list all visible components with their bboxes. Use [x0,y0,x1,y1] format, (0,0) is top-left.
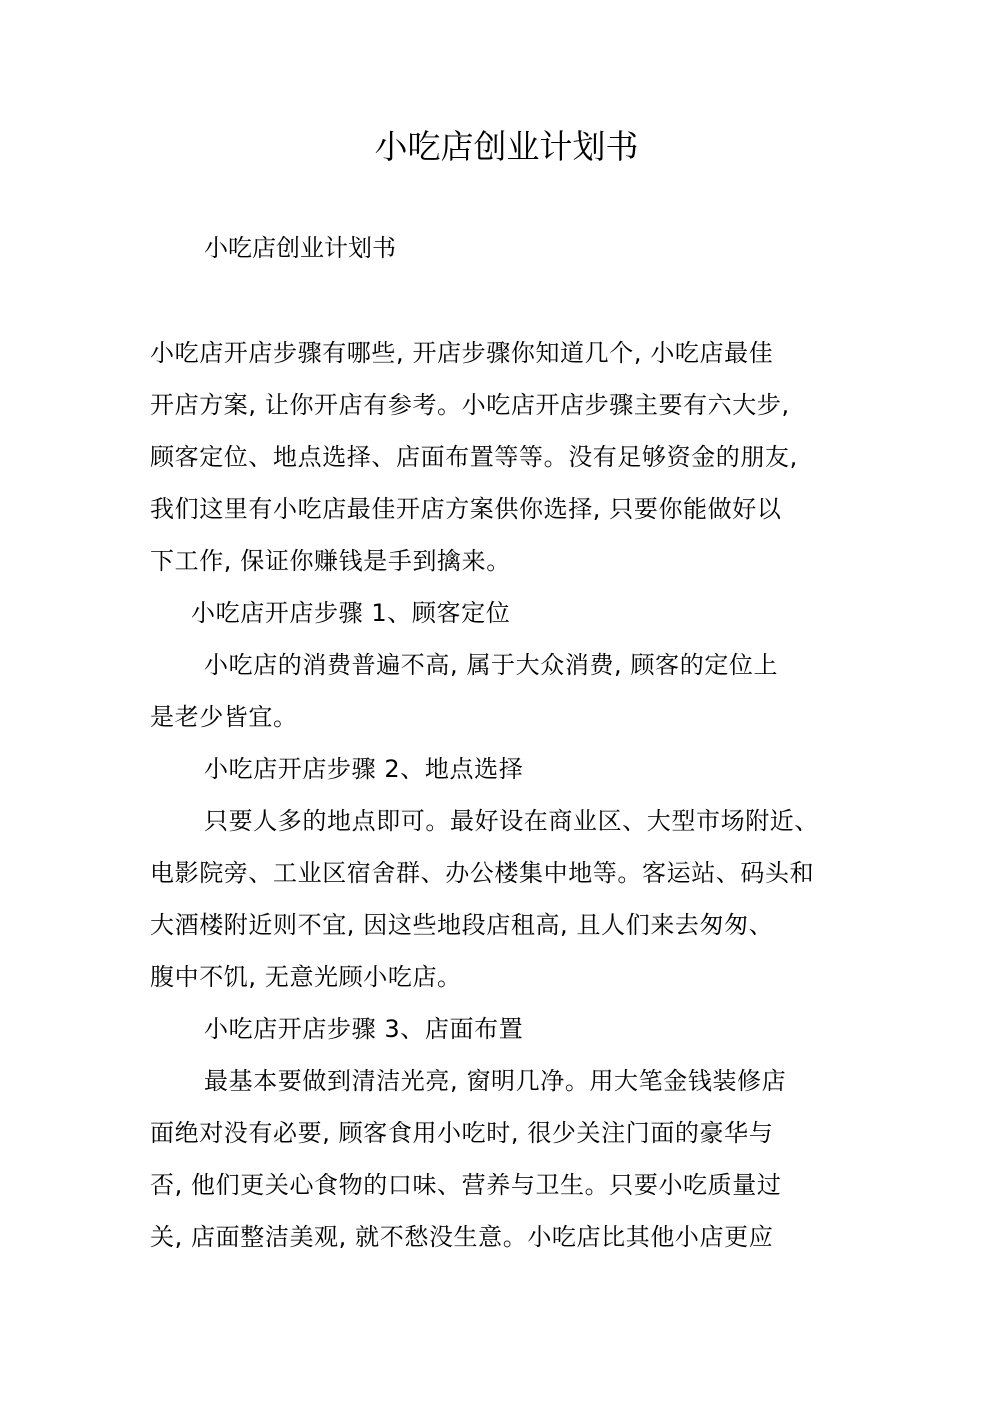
body-line: 开店方案, 让你开店有参考。小吃店开店步骤主要有六大步, [150,391,790,419]
body-line: 小吃店开店步骤有哪些, 开店步骤你知道几个, 小吃店最佳 [150,339,774,367]
document-title: 小吃店创业计划书 [374,127,639,166]
body-line: 最基本要做到清洁光亮, 窗明几净。用大笔金钱装修店 [204,1067,787,1095]
body-line: 是老少皆宜。 [150,703,298,731]
body-line: 面绝对没有必要, 顾客食用小吃时, 很少关注门面的豪华与 [150,1119,774,1147]
body-line: 大酒楼附近则不宜, 因这些地段店租高, 且人们来去匆匆、 [150,911,774,939]
body-line: 电影院旁、工业区宿舍群、办公楼集中地等。客运站、码头和 [150,859,815,887]
body-line: 小吃店的消费普遍不高, 属于大众消费, 顾客的定位上 [204,651,779,679]
body-line: 下工作, 保证你赚钱是手到擒来。 [150,547,511,575]
document-subtitle: 小吃店创业计划书 [204,234,396,262]
body-line: 顾客定位、地点选择、店面布置等等。没有足够资金的朋友, [150,443,798,471]
section-heading-step-2: 小吃店开店步骤 2、地点选择 [204,755,524,783]
section-heading-step-1: 小吃店开店步骤 1、顾客定位 [191,599,511,627]
body-line: 只要人多的地点即可。最好设在商业区、大型市场附近、 [204,807,819,835]
body-line: 腹中不饥, 无意光顾小吃店。 [150,963,462,991]
body-line: 关, 店面整洁美观, 就不愁没生意。小吃店比其他小店更应 [150,1223,774,1251]
body-line: 我们这里有小吃店最佳开店方案供你选择, 只要你能做好以 [150,495,782,523]
section-heading-step-3: 小吃店开店步骤 3、店面布置 [204,1015,524,1043]
body-line: 否, 他们更关心食物的口味、营养与卫生。只要小吃质量过 [150,1171,782,1199]
